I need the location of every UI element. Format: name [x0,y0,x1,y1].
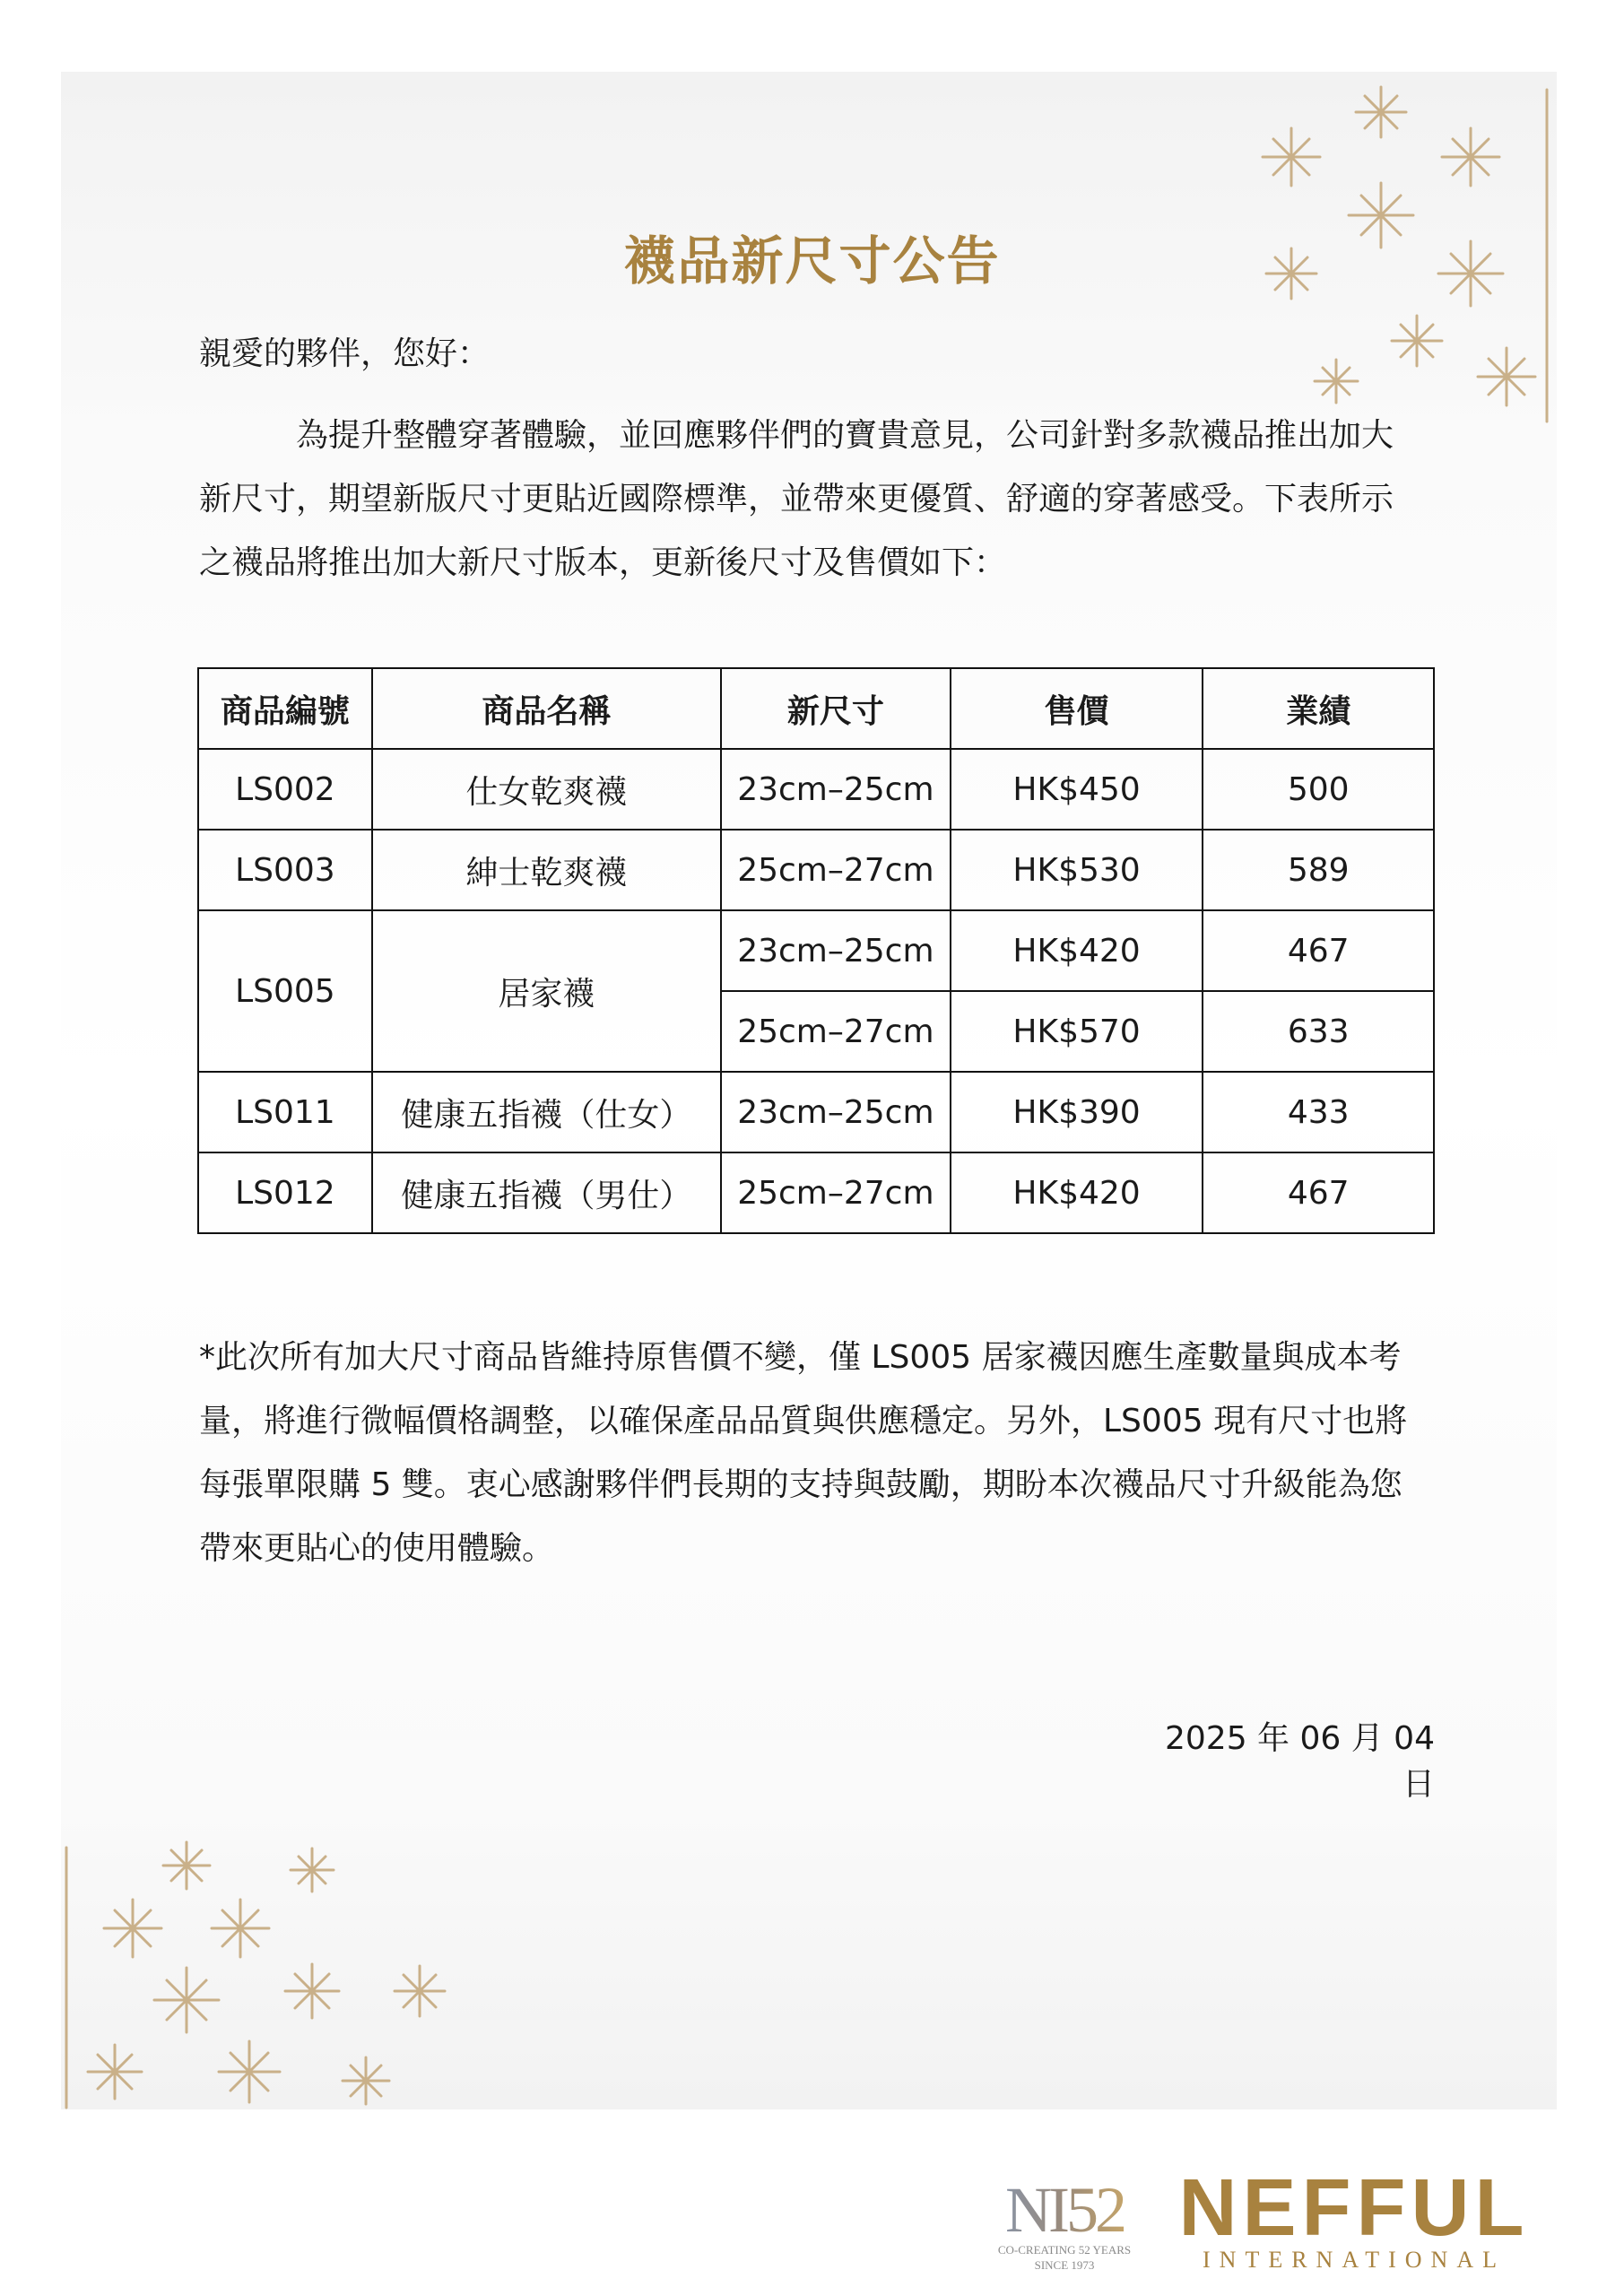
cell-points: 467 [1203,910,1434,991]
intro-line: 新尺寸，期望新版尺寸更貼近國際標準，並帶來更優質、舒適的穿著感受。下表所示 [199,481,1394,517]
decorative-sparkle-pattern-bottom [61,1830,456,2117]
intro-paragraph [199,404,1428,595]
cell-name: 健康五指襪（男仕） [372,1152,721,1233]
cell-points: 633 [1203,991,1434,1072]
cell-code: LS003 [198,830,372,910]
ni52-tagline: CO-CREATING 52 YEARS [997,2243,1132,2257]
cell-name: 健康五指襪（仕女） [372,1072,721,1152]
table-row [198,830,1434,910]
cell-code: LS011 [198,1072,372,1152]
cell-size: 23cm–25cm [721,910,951,991]
note-line: 每張單限購 5 雙。衷心感謝夥伴們長期的支持與鼓勵，期盼本次襪品尺寸升級能為您 [199,1466,1403,1503]
nefful-brand-wordmark: NEFFUL [1178,2163,1530,2253]
cell-price: HK$450 [951,749,1203,830]
header-new-size: 新尺寸 [721,668,951,749]
cell-price: HK$570 [951,991,1203,1072]
nefful-brand-subtitle: INTERNATIONAL [1203,2247,1506,2273]
cell-name: 居家襪 [372,910,721,1072]
cell-code: LS002 [198,749,372,830]
table-row [198,1152,1434,1233]
company-logos [991,2161,1547,2278]
intro-line: 之襪品將推出加大新尺寸版本，更新後尺寸及售價如下： [199,544,1007,581]
note-line: 帶來更貼心的使用體驗。 [199,1530,555,1567]
header-product-name: 商品名稱 [372,668,721,749]
price-table [197,667,1435,1234]
cell-size: 25cm–27cm [721,1152,951,1233]
cell-name: 仕女乾爽襪 [372,749,721,830]
table-header-row [198,668,1434,749]
cell-price: HK$420 [951,1152,1203,1233]
cell-points: 589 [1203,830,1434,910]
table-row [198,1072,1434,1152]
table-row [198,749,1434,830]
cell-code: LS012 [198,1152,372,1233]
cell-points: 500 [1203,749,1434,830]
note-line: *此次所有加大尺寸商品皆維持原售價不變，僅 LS005 居家襪因應生產數量與成本考 [199,1339,1402,1376]
note-paragraph [199,1326,1428,1580]
ni52-since: SINCE 1973 [1034,2258,1095,2272]
cell-name: 紳士乾爽襪 [372,830,721,910]
cell-price: HK$390 [951,1072,1203,1152]
cell-price: HK$530 [951,830,1203,910]
cell-size: 25cm–27cm [721,830,951,910]
cell-price: HK$420 [951,910,1203,991]
header-product-code: 商品編號 [198,668,372,749]
cell-points: 467 [1203,1152,1434,1233]
intro-line: 為提升整體穿著體驗，並回應夥伴們的寶貴意見，公司針對多款襪品推出加大 [296,417,1394,454]
greeting: 親愛的夥伴，您好： [199,335,491,372]
header-points: 業績 [1203,668,1434,749]
cell-points: 433 [1203,1072,1434,1152]
announcement-date: 2025 年 06 月 04 日 [1164,1720,1435,1803]
cell-code: LS005 [198,910,372,1072]
cell-size: 25cm–27cm [721,991,951,1072]
note-line: 量，將進行微幅價格調整，以確保產品品質與供應穩定。另外，LS005 現有尺寸也將 [199,1403,1408,1439]
cell-size: 23cm–25cm [721,749,951,830]
ni52-logo-mark: NI52 [1005,2174,1124,2246]
cell-size: 23cm–25cm [721,1072,951,1152]
table-row [198,910,1434,991]
page-title: 襪品新尺寸公告 [623,230,1001,291]
header-price: 售價 [951,668,1203,749]
